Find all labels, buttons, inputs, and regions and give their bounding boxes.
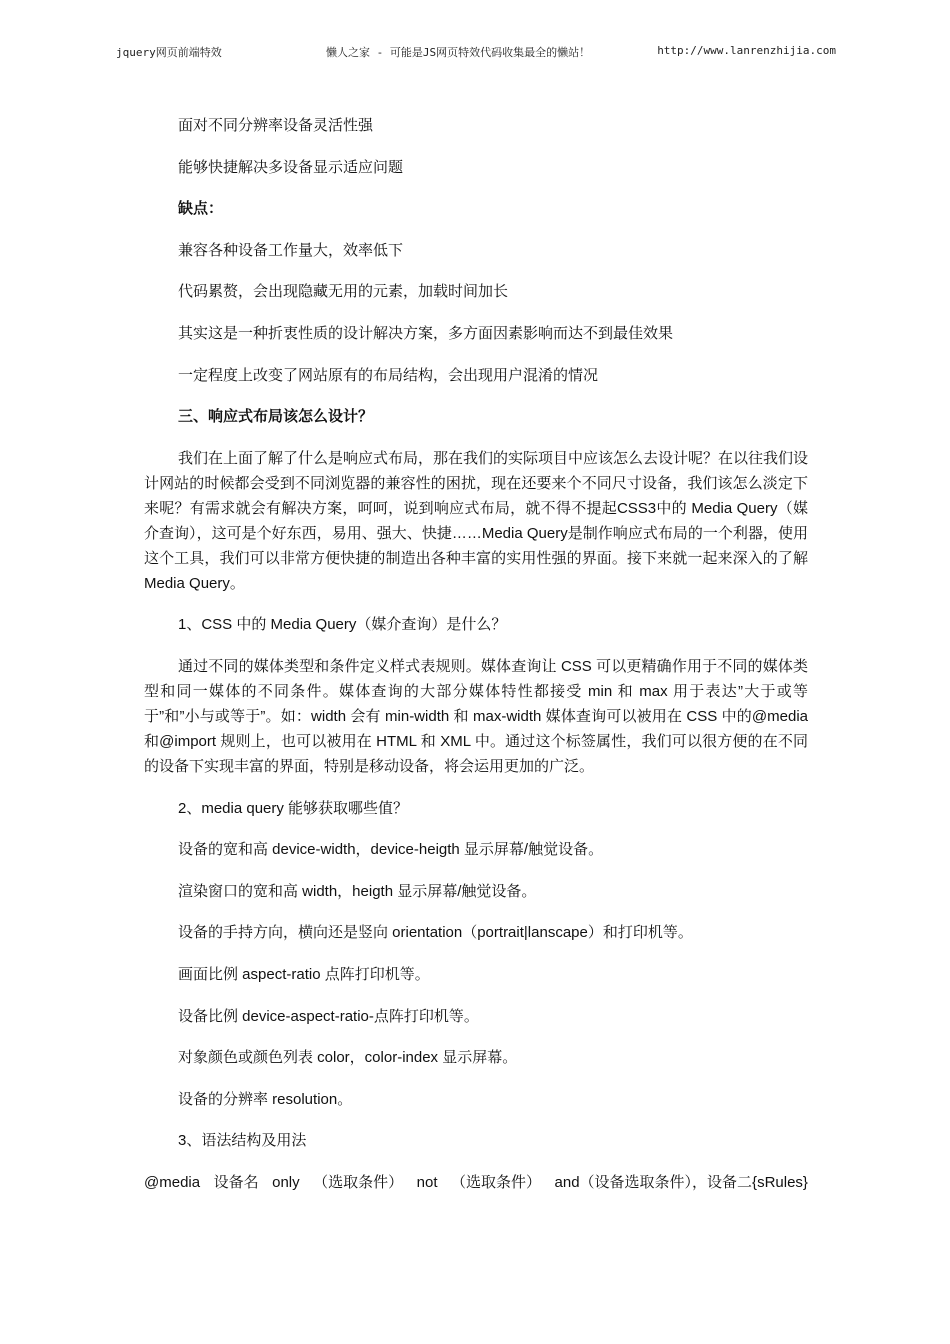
cons-heading: 缺点： xyxy=(178,200,224,218)
pro-item-2: 能够快捷解决多设备显示适应问题 xyxy=(178,158,404,176)
header-url: http://www.lanrenzhijia.com xyxy=(657,44,836,57)
syntax-token: （选取条件） xyxy=(451,1173,542,1191)
value-item-6: 对象颜色或颜色列表 color，color-index 显示屏幕。 xyxy=(178,1049,518,1067)
value-item-4: 画面比例 aspect-ratio 点阵打印机等。 xyxy=(178,965,430,983)
value-item-3: 设备的手持方向，横向还是竖向 orientation（portrait|lanscape）和打印机等。 xyxy=(178,924,693,942)
syntax-token: （选取条件） xyxy=(313,1173,404,1191)
q3-heading: 3、语法结构及用法 xyxy=(178,1132,307,1150)
q1-heading: 1、CSS 中的 Media Query（媒介查询）是什么？ xyxy=(178,616,507,634)
q1-paragraph: 通过不同的媒体类型和条件定义样式表规则。媒体查询让 CSS 可以更精确作用于不同的媒体类型和同一媒体的不同条件。媒体查询的大部分媒体特性都接受 min 和 max 用于表达”大于或等于”和”小与或等于”。如：width 会有 min-width 和 max-width 媒体查询可以被用在 CSS 中的@media 和@import 规则上，也可以被用在 HTML 和 XML 中。通过这个标签属性，我们可以很方便的在不同的设备下实现丰富的界面，特别是移动设备，将会运用更加的广泛。 xyxy=(144,657,808,775)
syntax-token: and（设备选取条件），设备二{sRules} xyxy=(554,1173,808,1191)
q2-heading: 2、media query 能够获取哪些值？ xyxy=(178,799,409,817)
pro-item-1: 面对不同分辨率设备灵活性强 xyxy=(178,117,374,134)
con-item-1: 兼容各种设备工作量大，效率低下 xyxy=(178,241,404,259)
syntax-token: 设备名 xyxy=(213,1173,259,1191)
section3-heading: 三、响应式布局该怎么设计？ xyxy=(178,408,374,426)
syntax-line xyxy=(144,1170,808,1195)
con-item-3: 其实这是一种折衷性质的设计解决方案，多方面因素影响而达不到最佳效果 xyxy=(178,324,674,342)
syntax-token: only xyxy=(272,1173,300,1191)
value-item-7: 设备的分辨率 resolution。 xyxy=(178,1090,353,1108)
syntax-token: @media xyxy=(144,1173,201,1191)
value-item-2: 渲染窗口的宽和高 width，heigth 显示屏幕/触觉设备。 xyxy=(178,882,537,900)
header-site-slogan: 懒人之家 - 可能是JS网页特效代码收集最全的懒站！ xyxy=(326,46,591,59)
value-item-5: 设备比例 device-aspect-ratio-点阵打印机等。 xyxy=(178,1007,479,1025)
syntax-token: not xyxy=(416,1173,438,1191)
header-left-text: jquery网页前端特效 xyxy=(116,46,222,59)
value-item-1: 设备的宽和高 device-width，device-heigth 显示屏幕/触觉设备。 xyxy=(178,841,604,859)
document-body xyxy=(144,113,808,1195)
con-item-2: 代码累赘，会出现隐藏无用的元素，加载时间加长 xyxy=(178,283,509,301)
con-item-4: 一定程度上改变了网站原有的布局结构，会出现用户混淆的情况 xyxy=(178,366,599,384)
page-header xyxy=(116,44,836,60)
section3-paragraph: 我们在上面了解了什么是响应式布局，那在我们的实际项目中应该怎么去设计呢？在以往我们设计网站的时候都会受到不同浏览器的兼容性的困扰，现在还要来个不同尺寸设备，我们该怎么淡定下来呢？有需求就会有解决方案，呵呵，说到响应式布局，就不得不提起CSS3中的 Media Query（媒介查询），这可是个好东西，易用、强大、快捷……Media Query是制作响应式布局的一个利器，使用这个工具，我们可以非常方便快捷的制造出各种丰富的实用性强的界面。接下来就一起来深入的了解 Media Query。 xyxy=(144,449,809,592)
